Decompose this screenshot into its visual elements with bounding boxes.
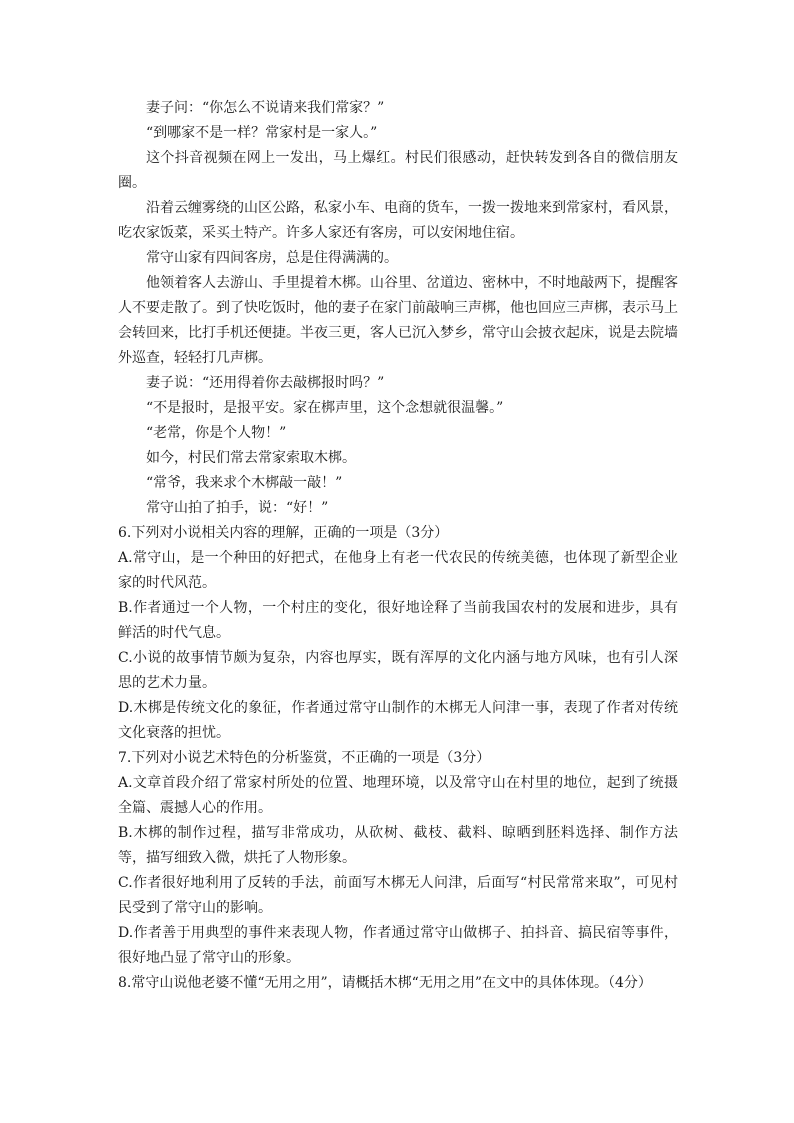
question-option-d: D.木梆是传统文化的象征，作者通过常守山制作的木梆无人问津一事，表现了作者对传统文化衰落的担忧。: [118, 700, 678, 741]
story-paragraph-11: “常爷，我来求个木梆敲一敲！”: [146, 475, 343, 491]
story-paragraph-8: “不是报时，是报平安。家在梆声里，这个念想就很温馨。”: [146, 400, 504, 416]
question-option-c: C.作者很好地利用了反转的手法，前面写木梆无人问津，后面写“村民常常来取”，可见村民受到了常守山的影响。: [118, 875, 678, 916]
question-stem: 6.下列对小说相关内容的理解，正确的一项是（3分）: [118, 525, 449, 541]
story-paragraph-1: 妻子问：“你怎么不说请来我们常家？”: [146, 100, 385, 116]
question-option-d: D.作者善于用典型的事件来表现人物，作者通过常守山做梆子、拍抖音、搞民宿等事件，很好地凸显了常守山的形象。: [118, 925, 678, 966]
question-8: [118, 971, 678, 996]
question-6: [118, 521, 678, 746]
document-page: [118, 96, 678, 996]
story-paragraph-2: “到哪家不是一样？常家村是一家人。”: [146, 125, 378, 141]
story-paragraph-12: 常守山拍了拍手，说：“好！”: [146, 500, 329, 516]
story-paragraph-3: 这个抖音视频在网上一发出，马上爆红。村民们很感动，赶快转发到各自的微信朋友圈。: [118, 150, 678, 191]
question-stem: 7.下列对小说艺术特色的分析鉴赏，不正确的一项是（3分）: [118, 750, 491, 766]
question-option-a: A.文章首段介绍了常家村所处的位置、地理环境，以及常守山在村里的地位，起到了统摄全篇、震撼人心的作用。: [118, 775, 678, 816]
story-paragraph-6: 他领着客人去游山、手里提着木梆。山谷里、岔道边、密林中，不时地敲两下，提醒客人不要走散了。到了快吃饭时，他的妻子在家门前敲响三声梆，他也回应三声梆，表示马上会转回来，比打手机还便捷。半夜三更，客人已沉入梦乡，常守山会披衣起床，说是去院墙外巡查，轻轻打几声梆。: [118, 275, 678, 366]
story-paragraph-4: 沿着云缠雾绕的山区公路，私家小车、电商的货车，一拨一拨地来到常家村，看风景，吃农家饭菜，采买土特产。许多人家还有客房，可以安闲地住宿。: [118, 200, 678, 241]
question-option-b: B.作者通过一个人物，一个村庄的变化，很好地诠释了当前我国农村的发展和进步，具有鲜活的时代气息。: [118, 600, 678, 641]
question-option-b: B.木梆的制作过程，描写非常成功，从砍树、截枝、截料、晾晒到胚料选择、制作方法等，描写细致入微，烘托了人物形象。: [118, 825, 678, 866]
question-option-a: A.常守山，是一个种田的好把式，在他身上有老一代农民的传统美德，也体现了新型企业家的时代风范。: [118, 550, 678, 591]
question-option-c: C.小说的故事情节颇为复杂，内容也厚实，既有浑厚的文化内涵与地方风味，也有引人深思的艺术力量。: [118, 650, 678, 691]
question-stem: 8.常守山说他老婆不懂“无用之用”，请概括木梆“无用之用”在文中的具体体现。（4分）: [118, 975, 652, 991]
question-7: [118, 746, 678, 971]
story-paragraph-9: “老常，你是个人物！”: [146, 425, 287, 441]
story-body: [118, 96, 678, 521]
story-paragraph-10: 如今，村民们常去常家索取木梆。: [146, 450, 356, 466]
story-paragraph-7: 妻子说：“还用得着你去敲梆报时吗？”: [146, 375, 385, 391]
story-paragraph-5: 常守山家有四间客房，总是住得满满的。: [146, 250, 398, 266]
